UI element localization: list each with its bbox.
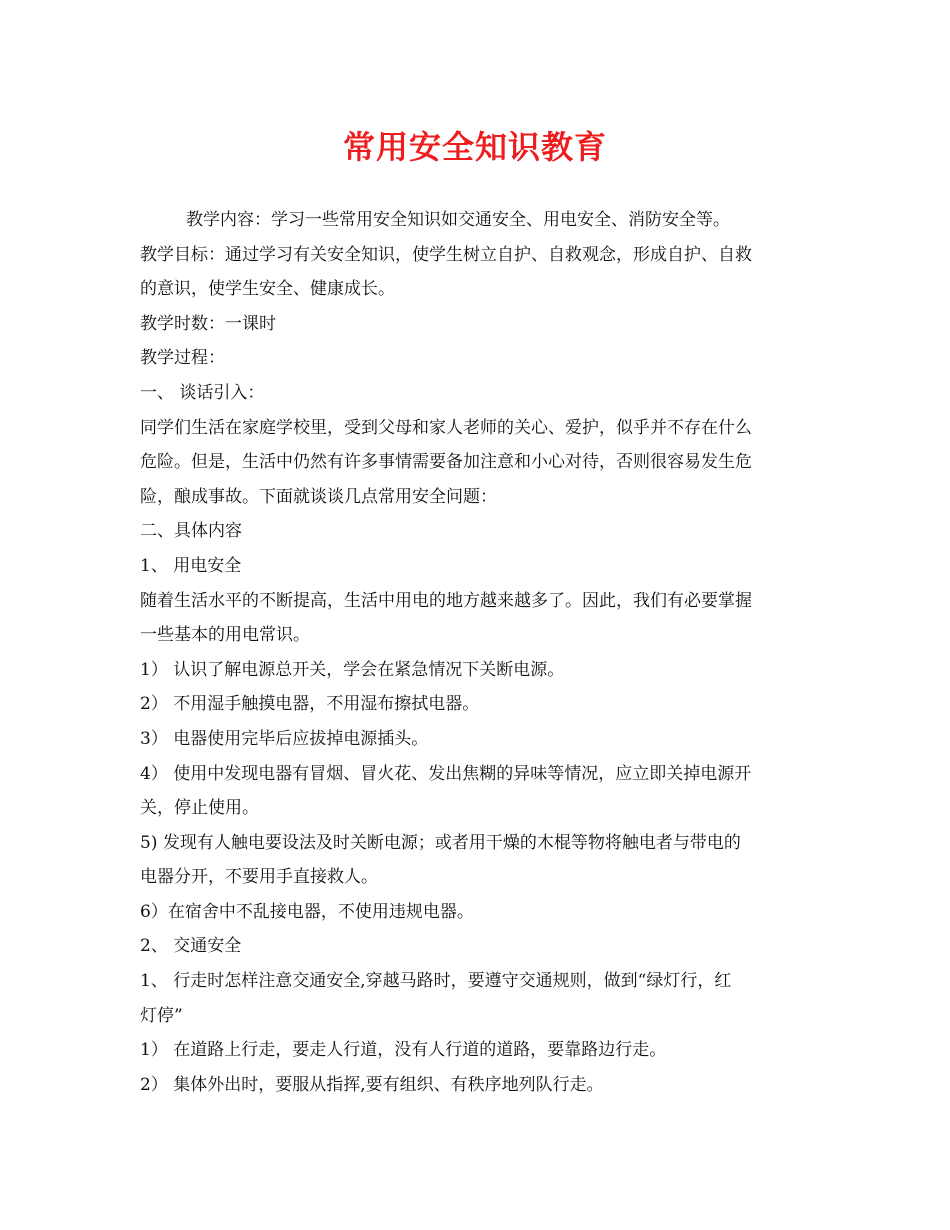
- paragraph-line: 随着生活水平的不断提高，生活中用电的地方越来越多了。因此，我们有必要掌握: [140, 590, 752, 611]
- document-body: [140, 203, 820, 1102]
- section-heading: 二、具体内容: [140, 521, 242, 542]
- paragraph-line: 同学们生活在家庭学校里，受到父母和家人老师的关心、爱护，似乎并不存在什么: [140, 417, 752, 438]
- list-item: 1） 认识了解电源总开关，学会在紧急情况下关断电源。: [140, 659, 565, 680]
- list-item: 5) 发现有人触电要设法及时关断电源；或者用干燥的木棍等物将触电者与带电的: [140, 832, 741, 853]
- paragraph-line: 教学过程：: [140, 348, 225, 369]
- paragraph-line: 教学目标：通过学习有关安全知识，使学生树立自护、自救观念，形成自护、自救: [140, 244, 752, 265]
- list-item: 2） 不用湿手触摸电器，不用湿布擦拭电器。: [140, 694, 480, 715]
- list-item-continuation: 灯停”: [140, 1005, 183, 1026]
- paragraph-line: 教学内容：学习一些常用安全知识如交通安全、用电安全、消防安全等。: [186, 210, 730, 230]
- paragraph-line: 一些基本的用电常识。: [140, 625, 310, 646]
- list-item: 4） 使用中发现电器有冒烟、冒火花、发出焦糊的异味等情况，应立即关掉电源开: [140, 763, 752, 784]
- list-item-continuation: 关，停止使用。: [140, 798, 259, 819]
- list-item: 1、 行走时怎样注意交通安全,穿越马路时，要遵守交通规则，做到“绿灯行，红: [140, 971, 732, 992]
- document-title: 常用安全知识教育: [342, 128, 607, 166]
- section-heading: 一、 谈话引入：: [140, 382, 265, 403]
- list-item: 1） 在道路上行走，要走人行道，没有人行道的道路，要靠路边行走。: [140, 1040, 667, 1061]
- list-item: 6）在宿舍中不乱接电器，不使用违规电器。: [140, 901, 474, 922]
- paragraph-line: 危险。但是，生活中仍然有许多事情需要备加注意和小心对待，否则很容易发生危: [140, 452, 752, 473]
- list-item: 3） 电器使用完毕后应拔掉电源插头。: [140, 728, 429, 749]
- paragraph-line: 的意识，使学生安全、健康成长。: [140, 279, 395, 300]
- paragraph-line: 教学时数：一课时: [140, 313, 276, 334]
- subsection-heading: 2、 交通安全: [140, 936, 242, 957]
- subsection-heading: 1、 用电安全: [140, 555, 242, 576]
- list-item: 2） 集体外出时，要服从指挥,要有组织、有秩序地列队行走。: [140, 1074, 604, 1095]
- paragraph-line: 险，酿成事故。下面就谈谈几点常用安全问题：: [140, 486, 497, 507]
- list-item-continuation: 电器分开，不要用手直接救人。: [140, 867, 378, 888]
